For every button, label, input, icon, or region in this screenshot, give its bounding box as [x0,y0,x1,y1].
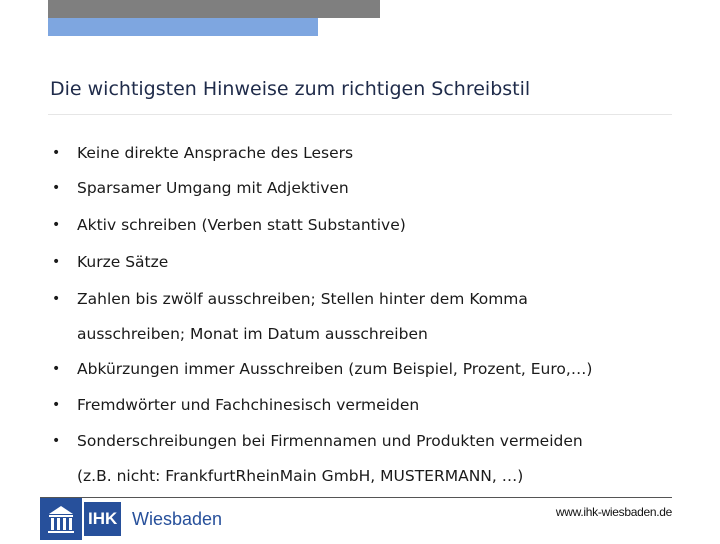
bullet-icon: • [52,433,61,449]
bullet-icon: • [52,397,61,413]
list-item-text: Sparsamer Umgang mit Adjektiven [77,179,349,197]
title-divider [48,114,672,115]
bullet-icon: • [52,217,61,233]
header-gray-bar [48,0,380,18]
footer-url[interactable]: www.ihk-wiesbaden.de [555,505,672,519]
logo-ihk-text: IHK [84,502,121,536]
list-item-text: Fremdwörter und Fachchinesisch vermeiden [77,396,420,414]
ihk-logo [40,498,223,540]
bullet-icon: • [52,145,61,161]
list-item-text: Abkürzungen immer Ausschreiben (zum Beispiel, Prozent, Euro,…) [77,360,593,378]
list-item-text: Sonderschreibungen bei Firmennamen und Produkten vermeiden (z.B. nicht: FrankfurtRheinMain GmbH, MUSTERMANN, …) [77,432,583,485]
building-icon [40,498,82,540]
list-item-text: Zahlen bis zwölf ausschreiben; Stellen hinter dem Komma ausschreiben; Monat im Datum ausschreiben [77,290,528,343]
list-item-text: Kurze Sätze [77,253,169,271]
list-item-text: Aktiv schreiben (Verben statt Substantive) [77,216,406,234]
bullet-icon: • [52,361,61,377]
list-item-text: Keine direkte Ansprache des Lesers [77,144,354,162]
bullet-icon: • [52,180,61,196]
header-blue-bar [48,18,318,36]
bullet-icon: • [52,254,61,270]
logo-city-text: Wiesbaden [132,509,223,529]
bullet-icon: • [52,291,61,307]
slide-title: Die wichtigsten Hinweise zum richtigen Schreibstil [50,78,531,100]
